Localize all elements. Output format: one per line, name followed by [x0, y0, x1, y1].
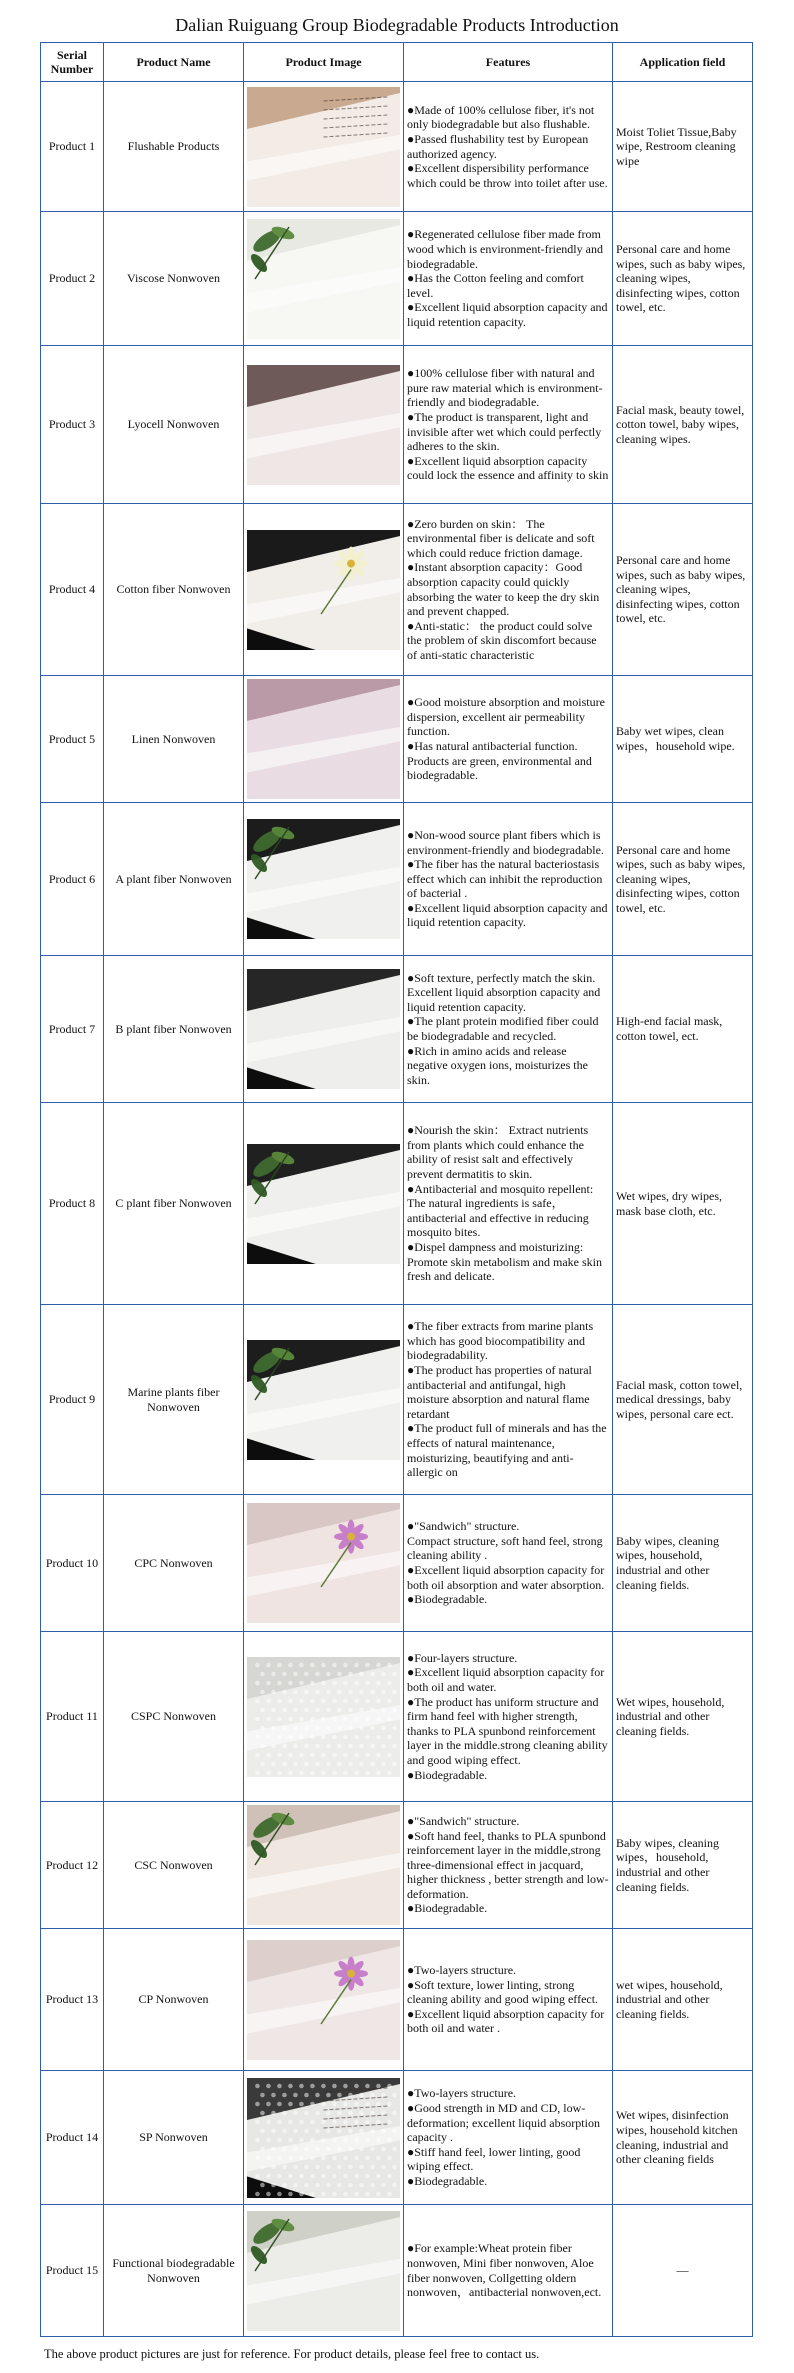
cell-serial: Product 1 [41, 82, 104, 212]
product-photo [247, 1805, 400, 1925]
feature-line: ●Biodegradable. [407, 1901, 488, 1916]
product-photo [247, 1503, 400, 1623]
cell-features [404, 1632, 613, 1802]
cell-product-name: CSPC Nonwoven [104, 1632, 244, 1802]
table-row [41, 676, 753, 803]
table-row [41, 346, 753, 504]
feature-line: Excellent liquid absorption capacity and liquid retention capacity. [407, 985, 601, 1014]
cell-product-name: CP Nonwoven [104, 1929, 244, 2071]
cell-features [404, 803, 613, 956]
feature-line: ●The product has uniform structure and firm hand feel with higher strength, thanks to PLA spunbond reinforcement layer in the middle.strong cleaning ability and good wiping effect. [407, 1694, 608, 1767]
feature-line: ●Regenerated cellulose fiber made from wood which is environment-friendly and biodegradable. [407, 227, 603, 271]
cell-serial: Product 2 [41, 212, 104, 346]
cell-serial: Product 10 [41, 1495, 104, 1632]
cell-application-field: High-end facial mask, cotton towel, ect. [613, 956, 753, 1103]
page-title: Dalian Ruiguang Group Biodegradable Products Introduction [175, 15, 619, 35]
cell-serial: Product 8 [41, 1103, 104, 1305]
cell-application-field: Wet wipes, household, industrial and other cleaning fields. [613, 1632, 753, 1802]
feature-line: ●Nourish the skin： Extract nutrients from plants which could enhance the ability of resist salt and effectively prevent dermatitis to skin. [407, 1123, 589, 1182]
feature-line: ●For example:Wheat protein fiber nonwoven, Mini fiber nonwoven, Aloe fiber nonwoven, Collgetting oldern nonwoven，antibacterial nonwoven,ect. [407, 2241, 602, 2300]
cell-application-field: Moist Toliet Tissue,Baby wipe, Restroom cleaning wipe [613, 82, 753, 212]
cell-product-name: B plant fiber Nonwoven [104, 956, 244, 1103]
feature-line: ●Zero burden on skin： The environmental fiber is delicate and soft which could reduce friction damage. [407, 516, 595, 560]
product-photo [247, 2078, 400, 2198]
cell-product-name: Lyocell Nonwoven [104, 346, 244, 504]
products-table [40, 42, 753, 2337]
header-serial: Serial Number [41, 43, 104, 82]
cell-application-field: Facial mask, beauty towel, cotton towel, baby wipes, cleaning wipes. [613, 346, 753, 504]
feature-line: ●Excellent liquid absorption capacity and liquid retention capacity. [407, 300, 608, 329]
cell-product-name: CSC Nonwoven [104, 1802, 244, 1929]
feature-line: ●Two-layers structure. [407, 2086, 517, 2101]
product-photo [247, 1340, 400, 1460]
cell-product-name: A plant fiber Nonwoven [104, 803, 244, 956]
cell-serial: Product 9 [41, 1305, 104, 1495]
cell-serial: Product 14 [41, 2071, 104, 2205]
product-photo [247, 530, 400, 650]
cell-product-name: Cotton fiber Nonwoven [104, 504, 244, 676]
cell-product-name: Viscose Nonwoven [104, 212, 244, 346]
cell-serial: Product 12 [41, 1802, 104, 1929]
cell-product-image [244, 676, 404, 803]
table-row [41, 1495, 753, 1632]
table-row [41, 212, 753, 346]
feature-line: ●Two-layers structure. [407, 1963, 517, 1978]
table-row [41, 2071, 753, 2205]
table-row [41, 803, 753, 956]
cell-application-field: Personal care and home wipes, such as baby wipes, cleaning wipes, disinfecting wipes, cotton towel, etc. [613, 212, 753, 346]
cell-features [404, 1495, 613, 1632]
feature-line: ●Has natural antibacterial function. Products are green, environmental and biodegradable. [407, 739, 592, 783]
product-photo [247, 1940, 400, 2060]
header-name: Product Name [104, 43, 244, 82]
cell-features [404, 82, 613, 212]
table-row [41, 82, 753, 212]
cell-serial: Product 13 [41, 1929, 104, 2071]
cell-features [404, 212, 613, 346]
feature-line: ●The plant protein modified fiber could be biodegradable and recycled. [407, 1014, 599, 1043]
table-row [41, 2205, 753, 2337]
feature-line: ●Rich in amino acids and release negative oxygen ions, moisturizes the skin. [407, 1043, 588, 1087]
cell-product-name: C plant fiber Nonwoven [104, 1103, 244, 1305]
cell-application-field: Personal care and home wipes, such as baby wipes, cleaning wipes, disinfecting wipes, cotton towel, etc. [613, 803, 753, 956]
cell-serial: Product 6 [41, 803, 104, 956]
feature-line: ●The fiber extracts from marine plants which has good biocompatibility and biodegradability. [407, 1319, 594, 1363]
cell-features [404, 1802, 613, 1929]
cell-application-field: Facial mask, cotton towel, medical dressings, baby wipes, personal care ect. [613, 1305, 753, 1495]
feature-line: ●Good moisture absorption and moisture dispersion, excellent air permeability function. [407, 695, 605, 739]
cell-product-image [244, 82, 404, 212]
feature-line: ●Instant absorption capacity：Good absorption capacity could quickly absorbing the water to keep the dry skin and prevent chapped. [407, 560, 600, 619]
cell-product-name: CPC Nonwoven [104, 1495, 244, 1632]
feature-line: ●Biodegradable. [407, 1592, 488, 1607]
cell-serial: Product 3 [41, 346, 104, 504]
cell-features [404, 2205, 613, 2337]
cell-product-image [244, 212, 404, 346]
cell-product-image [244, 346, 404, 504]
feature-line: ●Antibacterial and mosquito repellent: The natural ingredients is safe， antibacterial and effective in reducing mosquito bites. [407, 1181, 594, 1240]
cell-product-image [244, 1305, 404, 1495]
footer-note: The above product pictures are just for reference. For product details, please feel free to contact us. [44, 2347, 540, 2361]
cell-product-image [244, 1103, 404, 1305]
feature-line: ●Excellent dispersibility performance which could be throw into toilet after use. [407, 161, 608, 190]
product-photo [247, 219, 400, 339]
feature-line: ●Excellent liquid absorption capacity for both oil absorption and water absorption. [407, 1563, 605, 1592]
cell-application-field: Wet wipes, dry wipes, mask base cloth, etc. [613, 1103, 753, 1305]
table-row [41, 1929, 753, 2071]
feature-line: Compact structure, soft hand feel, strong cleaning ability . [407, 1533, 603, 1563]
feature-line: ●Soft hand feel, thanks to PLA spunbond reinforcement layer in the middle,strong three-dimensional effect in jacquard, higher thickness , better strength and low-deformation. [407, 1828, 609, 1901]
cell-product-image [244, 803, 404, 956]
product-photo [247, 679, 400, 799]
cell-application-field: Baby wipes, cleaning wipes，household, industrial and other cleaning fields. [613, 1802, 753, 1929]
feature-line: ●100% cellulose fiber with natural and pure raw material which is environment-friendly and biodegradable. [407, 366, 603, 410]
product-photo [247, 365, 400, 485]
feature-line: ●Soft texture, lower linting, strong cleaning ability and good wiping effect. [407, 1977, 599, 2007]
header-features: Features [404, 43, 613, 82]
cell-serial: Product 7 [41, 956, 104, 1103]
table-row [41, 1802, 753, 1929]
feature-line: ●Stiff hand feel, lower linting, good wiping effect. [407, 2144, 581, 2174]
cell-product-image [244, 1929, 404, 2071]
cell-product-name: Marine plants fiber Nonwoven [104, 1305, 244, 1495]
feature-line: ●"Sandwich" structure. [407, 1519, 520, 1534]
product-photo [247, 2211, 400, 2331]
feature-line: ●"Sandwich" structure. [407, 1813, 520, 1828]
table-row [41, 504, 753, 676]
feature-line: ●The product has properties of natural antibacterial and antifungal, high moisture absorption and natural flame retardant [407, 1363, 592, 1421]
feature-line: ●Soft texture, perfectly match the skin. [407, 970, 596, 985]
cell-features [404, 1929, 613, 2071]
cell-application-field: Baby wet wipes, clean wipes，household wipe. [613, 676, 753, 803]
cell-serial: Product 5 [41, 676, 104, 803]
feature-line: ●Excellent liquid absorption capacity could lock the essence and affinity to skin [407, 453, 609, 483]
feature-line: ●Good strength in MD and CD, low-deformation; excellent liquid absorption capacity . [407, 2101, 600, 2145]
cell-features [404, 1305, 613, 1495]
product-photo [247, 87, 400, 207]
feature-line: ●Excellent liquid absorption capacity for both oil and water . [407, 2006, 605, 2036]
feature-line: ●The fiber has the natural bacteriostasis effect which can inhibit the reproduction of bacterial . [407, 857, 603, 901]
cell-application-field: Wet wipes, disinfection wipes, household kitchen cleaning, industrial and other cleaning fields [613, 2071, 753, 2205]
cell-application-field: Baby wipes, cleaning wipes, household, industrial and other cleaning fields. [613, 1495, 753, 1632]
feature-line: ●Four-layers structure. [407, 1650, 518, 1665]
cell-product-image [244, 2071, 404, 2205]
table-header-row [41, 43, 753, 82]
cell-serial: Product 15 [41, 2205, 104, 2337]
product-photo [247, 819, 400, 939]
cell-features [404, 504, 613, 676]
cell-product-name: Linen Nonwoven [104, 676, 244, 803]
product-photo [247, 1657, 400, 1777]
cell-application-field: Personal care and home wipes, such as baby wipes, cleaning wipes, disinfecting wipes, cotton towel, etc. [613, 504, 753, 676]
cell-serial: Product 4 [41, 504, 104, 676]
table-row [41, 1632, 753, 1802]
cell-application-field: wet wipes, household, industrial and other cleaning fields. [613, 1929, 753, 2071]
cell-product-image [244, 956, 404, 1103]
feature-line: ●Excellent liquid absorption capacity and liquid retention capacity. [407, 900, 608, 930]
table-row [41, 1103, 753, 1305]
feature-line: ●Biodegradable. [407, 1767, 488, 1782]
feature-line: ●Has the Cotton feeling and comfort level. [407, 271, 584, 300]
feature-line: ●Non-wood source plant fibers which is environment-friendly and biodegradable. [407, 827, 604, 857]
feature-line: ●Excellent liquid absorption capacity for both oil and water. [407, 1665, 605, 1695]
feature-line: ●Dispel dampness and moisturizing: Promote skin metabolism and make skin fresh and delicate. [407, 1239, 602, 1284]
cell-product-image [244, 1632, 404, 1802]
cell-application-field: — [613, 2205, 753, 2337]
header-application: Application field [613, 43, 753, 82]
cell-product-image [244, 1802, 404, 1929]
feature-line: ●The product is transparent, light and invisible after wet which could perfectly adheres to the skin. [407, 409, 602, 454]
cell-features [404, 2071, 613, 2205]
cell-product-image [244, 2205, 404, 2337]
table-row [41, 1305, 753, 1495]
table-row [41, 956, 753, 1103]
cell-features [404, 956, 613, 1103]
cell-product-name: SP Nonwoven [104, 2071, 244, 2205]
product-photo [247, 1144, 400, 1264]
cell-features [404, 1103, 613, 1305]
product-photo [247, 969, 400, 1089]
cell-product-name: Flushable Products [104, 82, 244, 212]
header-image: Product Image [244, 43, 404, 82]
feature-line: ●Made of 100% cellulose fiber, it's not only biodegradable but also flushable. [407, 102, 595, 132]
feature-line: ●Passed flushability test by European authorized agency. [407, 131, 589, 161]
feature-line: ●Anti-static： the product could solve the problem of skin discomfort because of anti-static characteristic [407, 618, 597, 662]
cell-serial: Product 11 [41, 1632, 104, 1802]
feature-line: ●Biodegradable. [407, 2173, 488, 2188]
cell-product-image [244, 1495, 404, 1632]
feature-line: ●The product full of minerals and has the effects of natural maintenance, moisturizing, beautifying and anti-allergic on [407, 1421, 607, 1480]
cell-product-name: Functional biodegradable Nonwoven [104, 2205, 244, 2337]
cell-features [404, 346, 613, 504]
cell-product-image [244, 504, 404, 676]
cell-features [404, 676, 613, 803]
